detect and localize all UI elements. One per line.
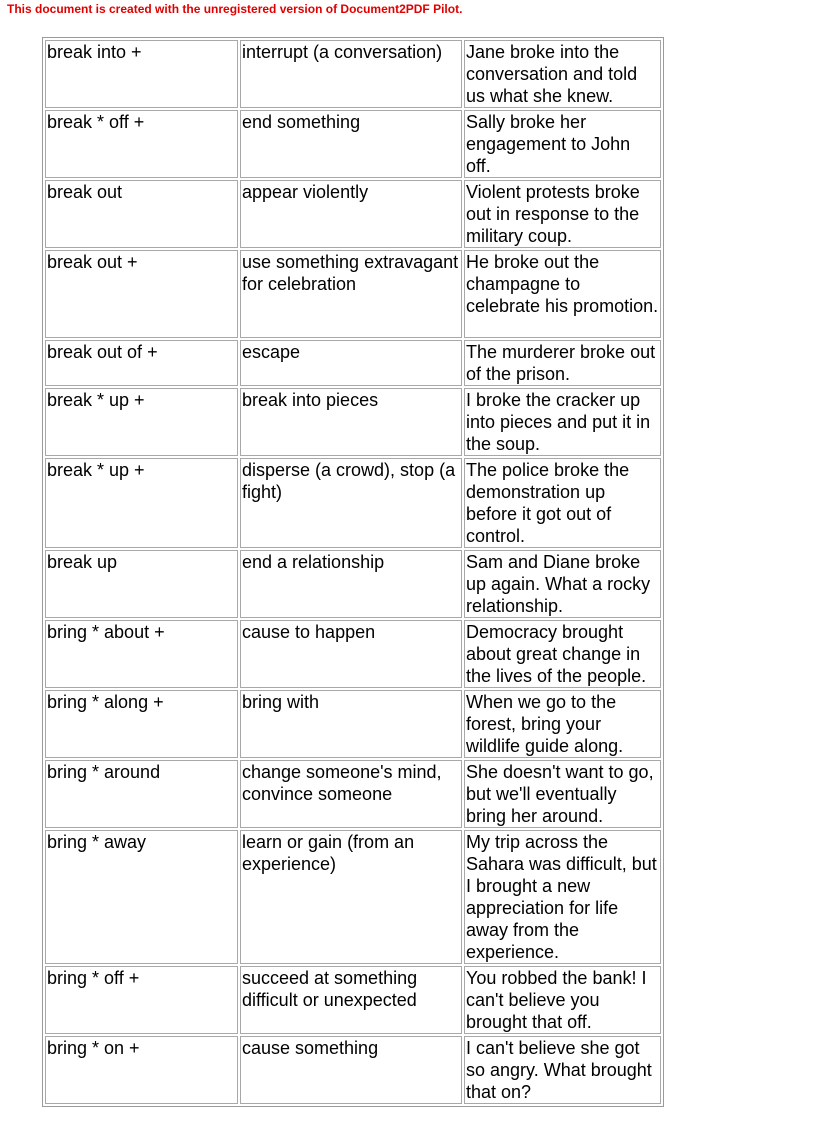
meaning-cell: change someone's mind, convince someone: [240, 760, 462, 828]
verb-cell: break out of +: [45, 340, 238, 386]
example-cell: I broke the cracker up into pieces and put it in the soup.: [464, 388, 661, 456]
table-row: [45, 388, 661, 456]
example-cell: He broke out the champagne to celebrate his promotion.: [464, 250, 661, 338]
verb-cell: bring * along +: [45, 690, 238, 758]
table-row: [45, 620, 661, 688]
verb-cell: break up: [45, 550, 238, 618]
verb-cell: bring * away: [45, 830, 238, 964]
table-row: [45, 830, 661, 964]
meaning-cell: appear violently: [240, 180, 462, 248]
verb-cell: bring * about +: [45, 620, 238, 688]
verb-cell: break * up +: [45, 458, 238, 548]
verb-cell: bring * around: [45, 760, 238, 828]
table-row: [45, 40, 661, 108]
example-cell: The murderer broke out of the prison.: [464, 340, 661, 386]
meaning-cell: cause to happen: [240, 620, 462, 688]
meaning-cell: escape: [240, 340, 462, 386]
example-cell: The police broke the demonstration up before it got out of control.: [464, 458, 661, 548]
watermark-banner: This document is created with the unregistered version of Document2PDF Pilot.: [7, 2, 463, 16]
verb-cell: break into +: [45, 40, 238, 108]
example-cell: When we go to the forest, bring your wildlife guide along.: [464, 690, 661, 758]
example-cell: Jane broke into the conversation and told us what she knew.: [464, 40, 661, 108]
table-row: [45, 180, 661, 248]
table-row: [45, 760, 661, 828]
example-cell: Sam and Diane broke up again. What a rocky relationship.: [464, 550, 661, 618]
table-row: [45, 550, 661, 618]
meaning-cell: end a relationship: [240, 550, 462, 618]
verb-cell: break * up +: [45, 388, 238, 456]
table-row: [45, 110, 661, 178]
meaning-cell: end something: [240, 110, 462, 178]
table-row: [45, 966, 661, 1034]
meaning-cell: learn or gain (from an experience): [240, 830, 462, 964]
table-row: [45, 690, 661, 758]
table-row: [45, 458, 661, 548]
example-cell: I can't believe she got so angry. What brought that on?: [464, 1036, 661, 1104]
table-row: [45, 340, 661, 386]
example-cell: You robbed the bank! I can't believe you brought that off.: [464, 966, 661, 1034]
meaning-cell: succeed at something difficult or unexpected: [240, 966, 462, 1034]
verb-cell: bring * off +: [45, 966, 238, 1034]
example-cell: My trip across the Sahara was difficult, but I brought a new appreciation for life away from the experience.: [464, 830, 661, 964]
meaning-cell: interrupt (a conversation): [240, 40, 462, 108]
meaning-cell: break into pieces: [240, 388, 462, 456]
example-cell: Democracy brought about great change in the lives of the people.: [464, 620, 661, 688]
verb-cell: break out: [45, 180, 238, 248]
example-cell: Sally broke her engagement to John off.: [464, 110, 661, 178]
meaning-cell: use something extravagant for celebration: [240, 250, 462, 338]
phrasal-verb-table: [42, 37, 664, 1107]
verb-cell: bring * on +: [45, 1036, 238, 1104]
example-cell: She doesn't want to go, but we'll eventually bring her around.: [464, 760, 661, 828]
meaning-cell: bring with: [240, 690, 462, 758]
table-body: [45, 40, 661, 1104]
meaning-cell: cause something: [240, 1036, 462, 1104]
table-row: [45, 1036, 661, 1104]
meaning-cell: disperse (a crowd), stop (a fight): [240, 458, 462, 548]
verb-cell: break * off +: [45, 110, 238, 178]
table-row: [45, 250, 661, 338]
example-cell: Violent protests broke out in response to the military coup.: [464, 180, 661, 248]
verb-cell: break out +: [45, 250, 238, 338]
